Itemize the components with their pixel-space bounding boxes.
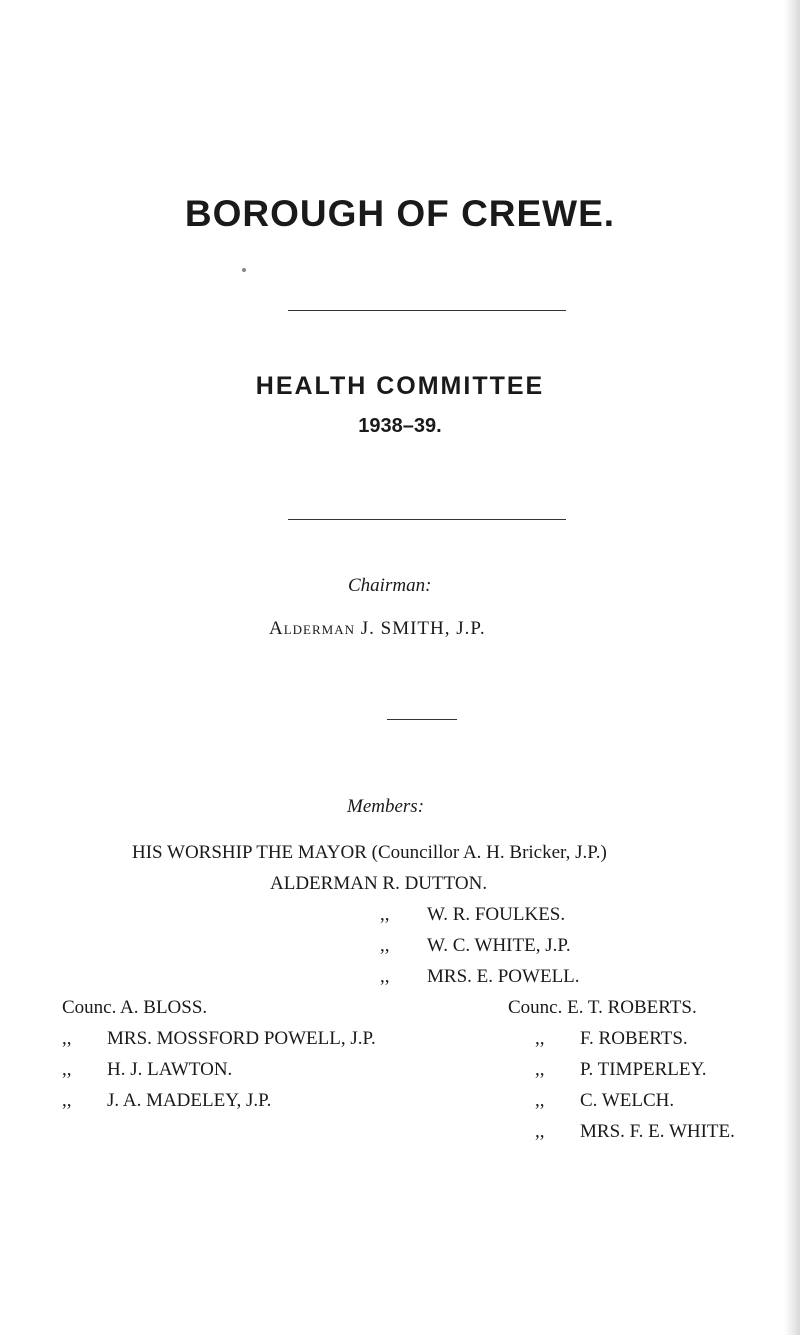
councillor-bloss: Counc. A. BLOSS. <box>62 997 208 1018</box>
divider-rule <box>288 310 566 311</box>
members-heading: Members: <box>347 796 425 817</box>
ditto-mark: ,, <box>535 1059 545 1080</box>
ditto-mark: ,, <box>380 935 390 956</box>
councillor-mossford-powell: MRS. MOSSFORD POWELL, J.P. <box>107 1028 376 1049</box>
alderman-dutton: ALDERMAN R. DUTTON. <box>270 873 488 894</box>
councillor-e-roberts: Counc. E. T. ROBERTS. <box>508 997 697 1018</box>
chairman-heading: Chairman: <box>348 575 432 596</box>
councillor-madeley: J. A. MADELEY, J.P. <box>107 1090 272 1111</box>
councillor-f-roberts: F. ROBERTS. <box>580 1028 688 1049</box>
ink-speck <box>242 268 246 272</box>
councillor-timperley: P. TIMPERLEY. <box>580 1059 707 1080</box>
divider-rule <box>288 519 566 520</box>
ditto-mark: ,, <box>535 1121 545 1142</box>
ditto-mark: ,, <box>535 1028 545 1049</box>
committee-title: HEALTH COMMITTEE <box>255 372 545 400</box>
mayor-line-text: HIS WORSHIP THE MAYOR (Councillor A. H. Bricker, J.P.) <box>132 842 607 863</box>
mayor-line <box>132 842 607 864</box>
councillor-mrs-white: MRS. F. E. WHITE. <box>580 1121 735 1142</box>
ditto-mark: ,, <box>62 1028 72 1049</box>
chairman-name: Alderman J. SMITH, J.P. <box>269 618 486 639</box>
councillor-welch: C. WELCH. <box>580 1090 675 1111</box>
alderman-powell: MRS. E. POWELL. <box>427 966 580 987</box>
ditto-mark: ,, <box>380 904 390 925</box>
ditto-mark: ,, <box>535 1090 545 1111</box>
ditto-mark: ,, <box>62 1059 72 1080</box>
alderman-white: W. C. WHITE, J.P. <box>427 935 571 956</box>
alderman-foulkes: W. R. FOULKES. <box>427 904 566 925</box>
councillor-lawton: H. J. LAWTON. <box>107 1059 233 1080</box>
committee-years: 1938–39. <box>358 415 442 437</box>
short-divider-rule <box>387 719 457 720</box>
ditto-mark: ,, <box>62 1090 72 1111</box>
ditto-mark: ,, <box>380 966 390 987</box>
page-title: BOROUGH OF CREWE. <box>184 193 616 234</box>
